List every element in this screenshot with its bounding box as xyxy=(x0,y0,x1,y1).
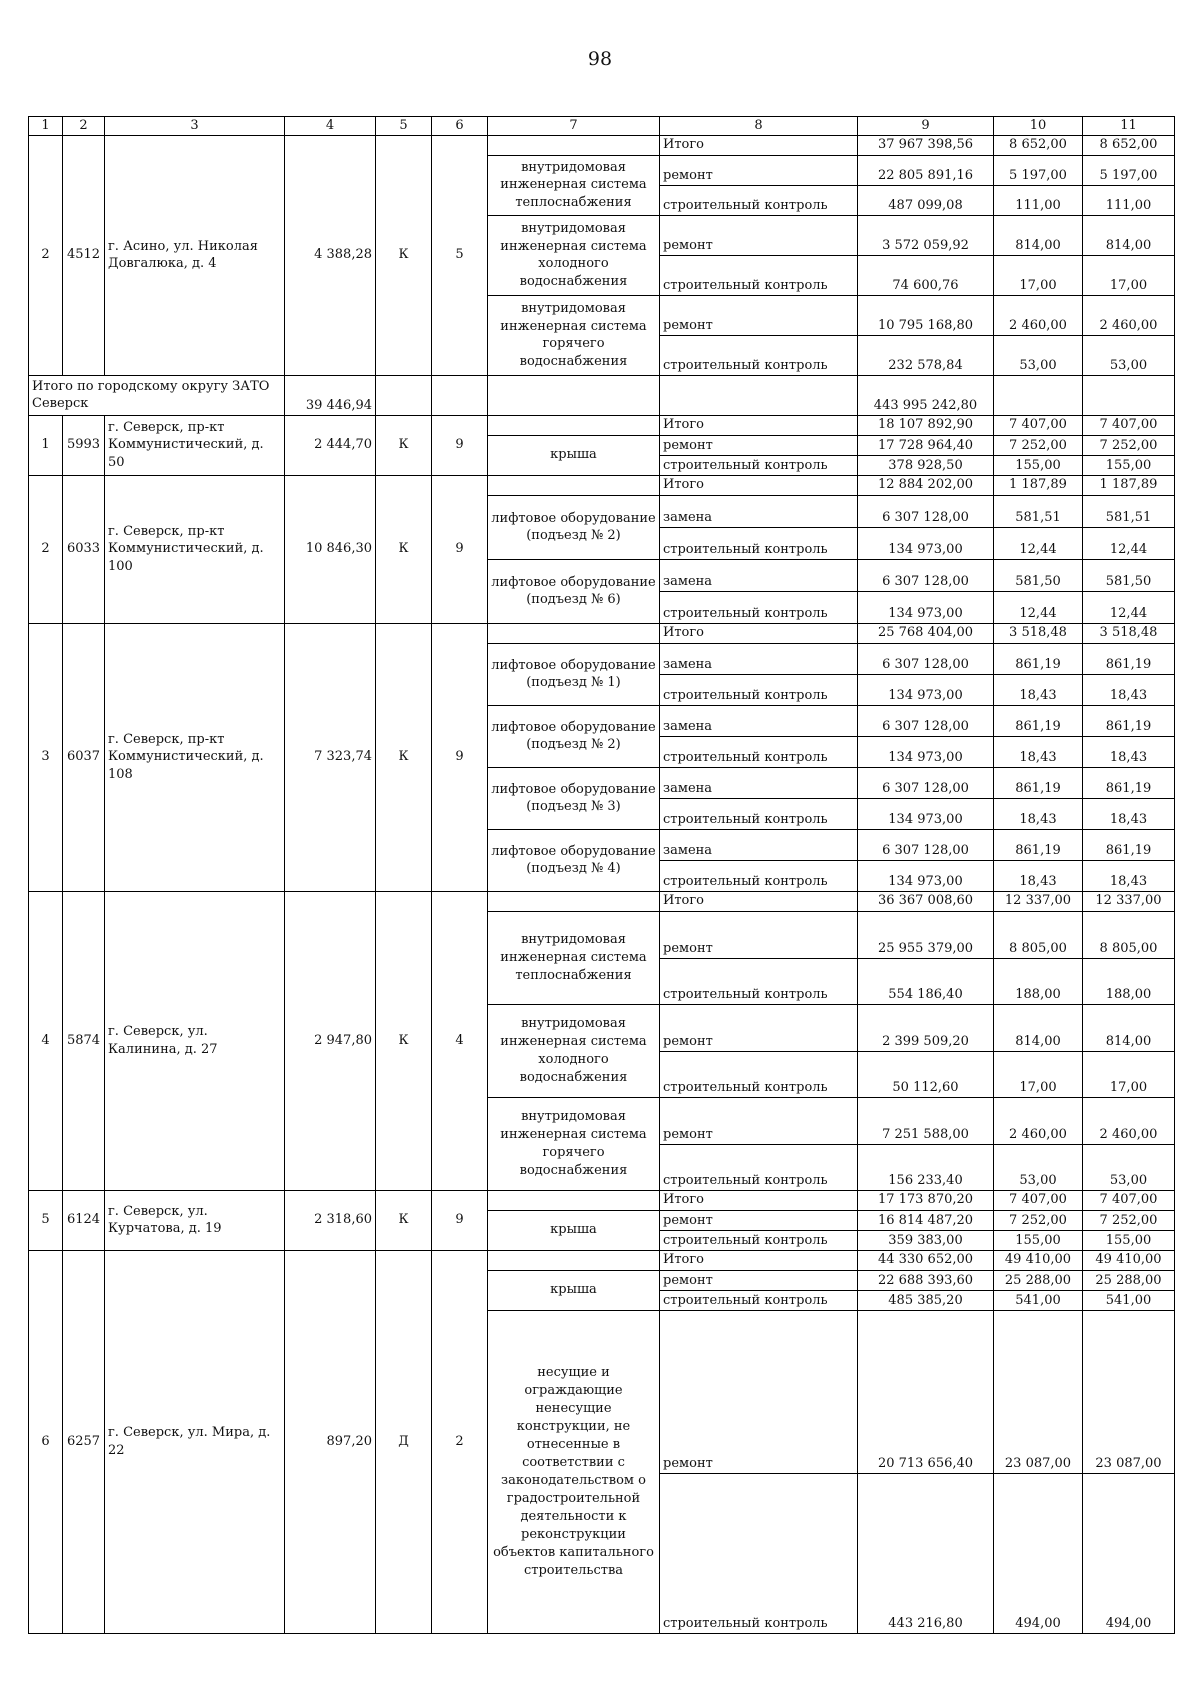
work-type: внутридомовая инженерная система холодного водоснабжения xyxy=(488,1004,660,1097)
total-label: Итого xyxy=(660,1250,858,1270)
object-number: 3 xyxy=(29,623,63,891)
service-label: замена xyxy=(660,705,858,736)
empty-cell xyxy=(488,1250,660,1270)
object-floors: 9 xyxy=(432,415,488,475)
work-type: крыша xyxy=(488,1210,660,1250)
service-cost-per-unit: 7 252,00 xyxy=(994,1210,1083,1230)
service-label: замена xyxy=(660,495,858,527)
service-label: строительный контроль xyxy=(660,255,858,295)
service-cost-per-unit: 17,00 xyxy=(994,255,1083,295)
service-cost: 359 383,00 xyxy=(858,1230,994,1250)
service-cost-limit: 7 252,00 xyxy=(1083,435,1175,455)
service-cost-per-unit: 17,00 xyxy=(994,1051,1083,1097)
work-type: крыша xyxy=(488,1270,660,1310)
service-label: ремонт xyxy=(660,295,858,335)
service-cost: 6 307 128,00 xyxy=(858,829,994,860)
object-type: К xyxy=(376,891,432,1190)
object-type: К xyxy=(376,475,432,623)
work-type: лифтовое оборудование (подъезд № 1) xyxy=(488,643,660,705)
service-cost-per-unit: 581,50 xyxy=(994,559,1083,591)
service-label: ремонт xyxy=(660,1097,858,1144)
service-label: строительный контроль xyxy=(660,335,858,375)
column-header: 9 xyxy=(858,117,994,136)
total-cost: 18 107 892,90 xyxy=(858,415,994,435)
service-cost-limit: 12,44 xyxy=(1083,527,1175,559)
service-cost-limit: 17,00 xyxy=(1083,255,1175,295)
service-label: строительный контроль xyxy=(660,591,858,623)
object-area: 2 947,80 xyxy=(285,891,376,1190)
total-label: Итого xyxy=(660,1190,858,1210)
service-cost-per-unit: 25 288,00 xyxy=(994,1270,1083,1290)
service-cost-limit: 111,00 xyxy=(1083,185,1175,215)
object-number: 2 xyxy=(29,475,63,623)
total-cost: 17 173 870,20 xyxy=(858,1190,994,1210)
service-cost-per-unit: 7 252,00 xyxy=(994,435,1083,455)
total-cost: 37 967 398,56 xyxy=(858,135,994,155)
total-cost: 44 330 652,00 xyxy=(858,1250,994,1270)
work-type: лифтовое оборудование (подъезд № 6) xyxy=(488,559,660,623)
total-cost-limit: 7 407,00 xyxy=(1083,415,1175,435)
column-header: 11 xyxy=(1083,117,1175,136)
service-label: строительный контроль xyxy=(660,860,858,891)
service-cost: 25 955 379,00 xyxy=(858,911,994,958)
service-cost-per-unit: 18,43 xyxy=(994,860,1083,891)
object-number: 4 xyxy=(29,891,63,1190)
work-type: внутридомовая инженерная система теплоснабжения xyxy=(488,155,660,215)
service-label: ремонт xyxy=(660,1004,858,1051)
column-header: 7 xyxy=(488,117,660,136)
empty-cell xyxy=(994,375,1083,415)
service-cost-per-unit: 12,44 xyxy=(994,527,1083,559)
empty-cell xyxy=(660,375,858,415)
service-cost: 134 973,00 xyxy=(858,527,994,559)
service-cost-per-unit: 2 460,00 xyxy=(994,1097,1083,1144)
column-header: 1 xyxy=(29,117,63,136)
work-type: внутридомовая инженерная система теплоснабжения xyxy=(488,911,660,1004)
object-floors: 2 xyxy=(432,1250,488,1633)
object-total-row xyxy=(29,1190,1175,1210)
object-total-row xyxy=(29,623,1175,643)
service-label: строительный контроль xyxy=(660,958,858,1004)
service-cost: 156 233,40 xyxy=(858,1144,994,1190)
object-type: К xyxy=(376,1190,432,1250)
total-cost-limit: 1 187,89 xyxy=(1083,475,1175,495)
object-floors: 9 xyxy=(432,623,488,891)
object-floors: 4 xyxy=(432,891,488,1190)
service-label: замена xyxy=(660,559,858,591)
service-cost: 443 216,80 xyxy=(858,1473,994,1633)
total-cost-limit: 12 337,00 xyxy=(1083,891,1175,911)
service-label: ремонт xyxy=(660,1270,858,1290)
service-cost: 6 307 128,00 xyxy=(858,705,994,736)
total-label: Итого xyxy=(660,475,858,495)
empty-cell xyxy=(376,375,432,415)
service-cost: 554 186,40 xyxy=(858,958,994,1004)
total-cost-per-unit: 1 187,89 xyxy=(994,475,1083,495)
capital-repair-table xyxy=(28,116,1175,1634)
work-type: лифтовое оборудование (подъезд № 4) xyxy=(488,829,660,891)
service-cost: 17 728 964,40 xyxy=(858,435,994,455)
empty-cell xyxy=(1083,375,1175,415)
object-type: К xyxy=(376,135,432,375)
total-cost-per-unit: 7 407,00 xyxy=(994,1190,1083,1210)
service-label: строительный контроль xyxy=(660,455,858,475)
service-cost-per-unit: 18,43 xyxy=(994,736,1083,767)
service-cost: 378 928,50 xyxy=(858,455,994,475)
object-total-row xyxy=(29,475,1175,495)
service-cost-per-unit: 111,00 xyxy=(994,185,1083,215)
service-cost-limit: 155,00 xyxy=(1083,1230,1175,1250)
service-cost: 7 251 588,00 xyxy=(858,1097,994,1144)
service-cost-per-unit: 861,19 xyxy=(994,705,1083,736)
service-cost-per-unit: 155,00 xyxy=(994,1230,1083,1250)
service-cost-limit: 5 197,00 xyxy=(1083,155,1175,185)
object-number: 2 xyxy=(29,135,63,375)
service-cost-per-unit: 18,43 xyxy=(994,674,1083,705)
service-label: строительный контроль xyxy=(660,674,858,705)
service-label: строительный контроль xyxy=(660,798,858,829)
object-address: г. Асино, ул. Николая Довгалюка, д. 4 xyxy=(105,135,285,375)
service-cost-limit: 814,00 xyxy=(1083,215,1175,255)
service-cost-limit: 861,19 xyxy=(1083,705,1175,736)
object-address: г. Северск, ул. Мира, д. 22 xyxy=(105,1250,285,1633)
service-cost-limit: 53,00 xyxy=(1083,335,1175,375)
service-label: строительный контроль xyxy=(660,1144,858,1190)
object-code: 6033 xyxy=(63,475,105,623)
empty-cell xyxy=(488,1190,660,1210)
column-header: 2 xyxy=(63,117,105,136)
object-type: Д xyxy=(376,1250,432,1633)
column-header: 10 xyxy=(994,117,1083,136)
empty-cell xyxy=(432,375,488,415)
object-area: 4 388,28 xyxy=(285,135,376,375)
service-cost-per-unit: 581,51 xyxy=(994,495,1083,527)
object-total-row xyxy=(29,891,1175,911)
column-header: 8 xyxy=(660,117,858,136)
group-summary-row xyxy=(29,375,1175,415)
service-cost-limit: 581,50 xyxy=(1083,559,1175,591)
object-code: 4512 xyxy=(63,135,105,375)
total-cost-per-unit: 12 337,00 xyxy=(994,891,1083,911)
service-label: ремонт xyxy=(660,911,858,958)
service-cost-limit: 861,19 xyxy=(1083,643,1175,674)
service-cost: 134 973,00 xyxy=(858,798,994,829)
object-total-row xyxy=(29,135,1175,155)
service-cost: 50 112,60 xyxy=(858,1051,994,1097)
service-cost-limit: 2 460,00 xyxy=(1083,1097,1175,1144)
empty-cell xyxy=(488,623,660,643)
total-cost-per-unit: 7 407,00 xyxy=(994,415,1083,435)
work-type: несущие и ограждающие ненесущие конструкции, не отнесенные в соответствии с законодательством о градостроительной деятельности к реконструкции объектов капитального строительства xyxy=(488,1310,660,1633)
service-label: замена xyxy=(660,643,858,674)
service-cost-per-unit: 18,43 xyxy=(994,798,1083,829)
total-cost: 25 768 404,00 xyxy=(858,623,994,643)
service-cost: 2 399 509,20 xyxy=(858,1004,994,1051)
service-cost: 20 713 656,40 xyxy=(858,1310,994,1473)
service-cost: 6 307 128,00 xyxy=(858,767,994,798)
work-type: внутридомовая инженерная система горячего водоснабжения xyxy=(488,295,660,375)
object-address: г. Северск, ул. Калинина, д. 27 xyxy=(105,891,285,1190)
work-type: лифтовое оборудование (подъезд № 2) xyxy=(488,705,660,767)
service-cost: 134 973,00 xyxy=(858,674,994,705)
column-header: 3 xyxy=(105,117,285,136)
object-code: 5874 xyxy=(63,891,105,1190)
object-floors: 5 xyxy=(432,135,488,375)
service-cost: 232 578,84 xyxy=(858,335,994,375)
service-cost-per-unit: 188,00 xyxy=(994,958,1083,1004)
group-summary-label: Итого по городскому округу ЗАТО Северск xyxy=(29,375,285,415)
service-cost: 22 805 891,16 xyxy=(858,155,994,185)
service-cost-limit: 18,43 xyxy=(1083,798,1175,829)
service-label: ремонт xyxy=(660,155,858,185)
service-cost-limit: 494,00 xyxy=(1083,1473,1175,1633)
work-type: крыша xyxy=(488,435,660,475)
total-label: Итого xyxy=(660,891,858,911)
column-header: 5 xyxy=(376,117,432,136)
empty-cell xyxy=(488,135,660,155)
service-cost-limit: 18,43 xyxy=(1083,860,1175,891)
service-cost: 22 688 393,60 xyxy=(858,1270,994,1290)
header-row xyxy=(29,117,1175,136)
service-cost-per-unit: 8 805,00 xyxy=(994,911,1083,958)
service-cost-per-unit: 53,00 xyxy=(994,335,1083,375)
service-cost: 487 099,08 xyxy=(858,185,994,215)
object-total-row xyxy=(29,415,1175,435)
column-header: 4 xyxy=(285,117,376,136)
service-cost: 74 600,76 xyxy=(858,255,994,295)
service-label: строительный контроль xyxy=(660,736,858,767)
service-cost-per-unit: 861,19 xyxy=(994,829,1083,860)
empty-cell xyxy=(488,891,660,911)
object-floors: 9 xyxy=(432,1190,488,1250)
service-label: ремонт xyxy=(660,435,858,455)
object-area: 2 444,70 xyxy=(285,415,376,475)
total-label: Итого xyxy=(660,623,858,643)
object-area: 7 323,74 xyxy=(285,623,376,891)
service-cost-per-unit: 2 460,00 xyxy=(994,295,1083,335)
service-cost-limit: 541,00 xyxy=(1083,1290,1175,1310)
empty-cell xyxy=(488,375,660,415)
total-cost-limit: 49 410,00 xyxy=(1083,1250,1175,1270)
service-cost-limit: 18,43 xyxy=(1083,736,1175,767)
object-number: 5 xyxy=(29,1190,63,1250)
service-label: строительный контроль xyxy=(660,1473,858,1633)
object-area: 2 318,60 xyxy=(285,1190,376,1250)
object-address: г. Северск, пр-кт Коммунистический, д. 108 xyxy=(105,623,285,891)
object-code: 5993 xyxy=(63,415,105,475)
total-cost-per-unit: 49 410,00 xyxy=(994,1250,1083,1270)
service-cost-limit: 18,43 xyxy=(1083,674,1175,705)
service-cost-limit: 861,19 xyxy=(1083,829,1175,860)
service-cost: 134 973,00 xyxy=(858,591,994,623)
service-cost-per-unit: 861,19 xyxy=(994,643,1083,674)
service-cost-limit: 7 252,00 xyxy=(1083,1210,1175,1230)
object-address: г. Северск, ул. Курчатова, д. 19 xyxy=(105,1190,285,1250)
service-cost: 6 307 128,00 xyxy=(858,643,994,674)
service-cost-limit: 2 460,00 xyxy=(1083,295,1175,335)
service-label: строительный контроль xyxy=(660,1230,858,1250)
service-cost-limit: 581,51 xyxy=(1083,495,1175,527)
object-total-row xyxy=(29,1250,1175,1270)
service-label: ремонт xyxy=(660,1210,858,1230)
service-cost-per-unit: 494,00 xyxy=(994,1473,1083,1633)
column-header: 6 xyxy=(432,117,488,136)
service-cost-limit: 25 288,00 xyxy=(1083,1270,1175,1290)
service-label: строительный контроль xyxy=(660,527,858,559)
total-cost: 36 367 008,60 xyxy=(858,891,994,911)
work-type: внутридомовая инженерная система холодного водоснабжения xyxy=(488,215,660,295)
page-number: 98 xyxy=(587,48,613,70)
total-cost-limit: 3 518,48 xyxy=(1083,623,1175,643)
service-cost-limit: 188,00 xyxy=(1083,958,1175,1004)
total-label: Итого xyxy=(660,415,858,435)
service-cost: 10 795 168,80 xyxy=(858,295,994,335)
object-area: 10 846,30 xyxy=(285,475,376,623)
total-cost-per-unit: 8 652,00 xyxy=(994,135,1083,155)
empty-cell xyxy=(488,475,660,495)
service-label: строительный контроль xyxy=(660,185,858,215)
service-cost-limit: 12,44 xyxy=(1083,591,1175,623)
service-cost: 3 572 059,92 xyxy=(858,215,994,255)
object-area: 897,20 xyxy=(285,1250,376,1633)
total-cost: 12 884 202,00 xyxy=(858,475,994,495)
service-label: ремонт xyxy=(660,215,858,255)
service-label: строительный контроль xyxy=(660,1051,858,1097)
service-cost-limit: 8 805,00 xyxy=(1083,911,1175,958)
service-cost-per-unit: 23 087,00 xyxy=(994,1310,1083,1473)
service-cost-per-unit: 861,19 xyxy=(994,767,1083,798)
service-cost-limit: 53,00 xyxy=(1083,1144,1175,1190)
service-cost-limit: 155,00 xyxy=(1083,455,1175,475)
object-floors: 9 xyxy=(432,475,488,623)
object-type: К xyxy=(376,623,432,891)
work-type: внутридомовая инженерная система горячего водоснабжения xyxy=(488,1097,660,1190)
service-cost: 134 973,00 xyxy=(858,860,994,891)
service-cost: 134 973,00 xyxy=(858,736,994,767)
service-cost-per-unit: 814,00 xyxy=(994,1004,1083,1051)
object-code: 6257 xyxy=(63,1250,105,1633)
service-cost-limit: 861,19 xyxy=(1083,767,1175,798)
empty-cell xyxy=(488,415,660,435)
service-cost: 6 307 128,00 xyxy=(858,559,994,591)
total-cost-per-unit: 3 518,48 xyxy=(994,623,1083,643)
service-cost-per-unit: 5 197,00 xyxy=(994,155,1083,185)
total-cost-limit: 7 407,00 xyxy=(1083,1190,1175,1210)
service-cost-limit: 23 087,00 xyxy=(1083,1310,1175,1473)
group-summary-cost: 443 995 242,80 xyxy=(858,375,994,415)
service-cost-per-unit: 53,00 xyxy=(994,1144,1083,1190)
service-label: замена xyxy=(660,767,858,798)
work-type: лифтовое оборудование (подъезд № 3) xyxy=(488,767,660,829)
service-label: строительный контроль xyxy=(660,1290,858,1310)
service-cost-per-unit: 12,44 xyxy=(994,591,1083,623)
service-cost-limit: 17,00 xyxy=(1083,1051,1175,1097)
service-cost: 16 814 487,20 xyxy=(858,1210,994,1230)
service-cost-per-unit: 155,00 xyxy=(994,455,1083,475)
object-number: 1 xyxy=(29,415,63,475)
service-cost-per-unit: 541,00 xyxy=(994,1290,1083,1310)
group-summary-area: 39 446,94 xyxy=(285,375,376,415)
object-address: г. Северск, пр-кт Коммунистический, д. 50 xyxy=(105,415,285,475)
service-cost: 485 385,20 xyxy=(858,1290,994,1310)
service-label: ремонт xyxy=(660,1310,858,1473)
service-cost: 6 307 128,00 xyxy=(858,495,994,527)
object-code: 6124 xyxy=(63,1190,105,1250)
object-address: г. Северск, пр-кт Коммунистический, д. 100 xyxy=(105,475,285,623)
total-label: Итого xyxy=(660,135,858,155)
work-type: лифтовое оборудование (подъезд № 2) xyxy=(488,495,660,559)
object-type: К xyxy=(376,415,432,475)
service-cost-limit: 814,00 xyxy=(1083,1004,1175,1051)
service-cost-per-unit: 814,00 xyxy=(994,215,1083,255)
object-code: 6037 xyxy=(63,623,105,891)
object-number: 6 xyxy=(29,1250,63,1633)
total-cost-limit: 8 652,00 xyxy=(1083,135,1175,155)
service-label: замена xyxy=(660,829,858,860)
